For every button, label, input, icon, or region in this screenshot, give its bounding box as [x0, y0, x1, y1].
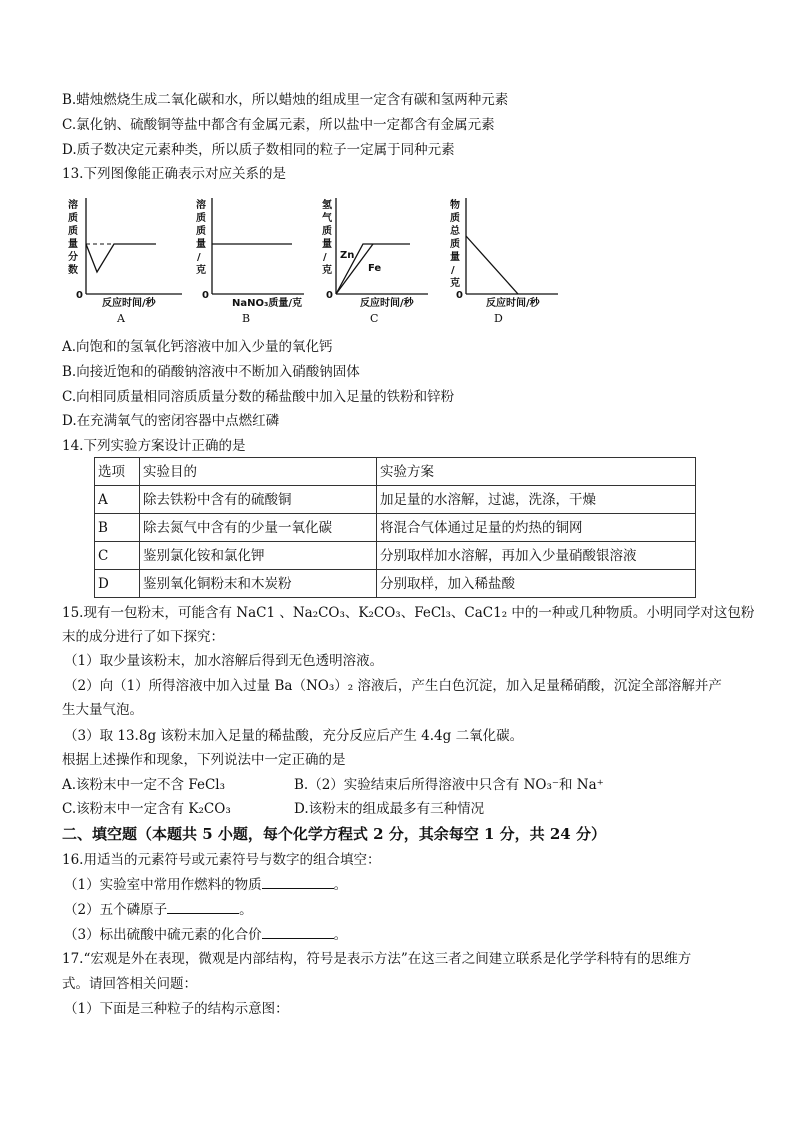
- q17-item1: （1）下面是三种粒子的结构示意图：: [64, 1001, 289, 1017]
- graph-d: [446, 196, 566, 330]
- q15-step2-line2: 生大量气泡。: [62, 702, 143, 718]
- svg-text:克: 克: [450, 278, 460, 289]
- svg-text:0: 0: [202, 290, 209, 301]
- q15-step2-line1: （2）向（1）所得溶液中加入过量 Ba（NO₃）₂ 溶液后，产生白色沉淀，加入足量稀硝酸，沉淀全部溶解并产: [64, 678, 722, 694]
- q12-option-c: C.氯化钠、硫酸铜等盐中都含有金属元素，所以盐中一定都含有金属元素: [62, 117, 495, 133]
- graph-d-ylabel: [450, 198, 461, 289]
- graph-c-xlabel: 反应时间/秒: [360, 298, 414, 309]
- table-cell: 鉴别氯化铵和氯化钾: [140, 542, 377, 570]
- table-cell: 除去铁粉中含有的硫酸铜: [140, 486, 377, 514]
- svg-text:质: 质: [196, 213, 206, 224]
- graph-b: [192, 196, 312, 330]
- graph-c-ylabel: [322, 198, 333, 276]
- table-cell: 分别取样，加入稀盐酸: [377, 570, 696, 598]
- q17-stem-line1: 17.“宏观是外在表现，微观是内部结构，符号是表示方法”在这三者之间建立联系是化学学科特有的思维方: [62, 951, 692, 967]
- graph-b-caption: B: [242, 312, 251, 325]
- svg-text:气: 气: [322, 213, 332, 224]
- q15-option-d: D.该粉末的组成最多有三种情况: [294, 801, 485, 817]
- answer-blank[interactable]: [262, 876, 334, 889]
- svg-text:0: 0: [326, 290, 333, 301]
- q16-stem: 16.用适当的元素符号或元素符号与数字的组合填空：: [62, 852, 381, 868]
- svg-text:质: 质: [322, 226, 332, 237]
- graph-b-xlabel: NaNO₃质量/克: [232, 298, 303, 309]
- svg-text:物: 物: [450, 200, 460, 211]
- graph-d-xlabel: 反应时间/秒: [486, 298, 540, 309]
- answer-blank[interactable]: [262, 926, 334, 939]
- table-row: [95, 486, 696, 514]
- q16-item3: （3）标出硫酸中硫元素的化合价 。: [64, 927, 348, 943]
- graph-a: [64, 196, 184, 330]
- svg-text:量: 量: [196, 239, 206, 250]
- q16-item2: （2）五个磷原子 。: [64, 902, 253, 918]
- graph-b-ylabel: [196, 198, 206, 276]
- table-cell: B: [95, 514, 140, 542]
- graph-a-caption: A: [117, 312, 125, 325]
- svg-text:克: 克: [322, 265, 332, 276]
- q13-option-d: D.在充满氧气的密闭容器中点燃红磷: [62, 413, 280, 429]
- svg-text:溶: 溶: [196, 200, 206, 211]
- svg-text:量: 量: [68, 239, 78, 250]
- table-cell: 加足量的水溶解，过滤，洗涤，干燥: [377, 486, 696, 514]
- q13-option-c: C.向相同质量相同溶质质量分数的稀盐酸中加入足量的铁粉和锌粉: [62, 389, 455, 405]
- svg-text:溶: 溶: [68, 200, 78, 211]
- q15-option-c: C.该粉末中一定含有 K₂CO₃: [62, 801, 231, 817]
- q14-stem: 14.下列实验方案设计正确的是: [62, 438, 246, 454]
- svg-text:质: 质: [450, 239, 460, 250]
- table-row: [95, 514, 696, 542]
- graph-a-xlabel: 反应时间/秒: [102, 298, 156, 309]
- table-header-cell: 实验目的: [140, 458, 377, 486]
- q13-option-a: A.向饱和的氢氧化钙溶液中加入少量的氧化钙: [62, 339, 333, 355]
- q14-table: [94, 457, 696, 598]
- svg-text:质: 质: [68, 213, 78, 224]
- table-row: [95, 542, 696, 570]
- q17-stem-line2: 式。请回答相关问题：: [62, 976, 197, 992]
- table-cell: C: [95, 542, 140, 570]
- svg-text:量: 量: [450, 252, 460, 263]
- graph-c-zn-label: Zn: [340, 250, 355, 261]
- q15-stem-line2: 末的成分进行了如下探究：: [62, 629, 224, 645]
- graph-c-caption: C: [370, 312, 379, 325]
- q15-stem-line1: 15.现有一包粉末，可能含有 NaC1 、Na₂CO₃、K₂CO₃、FeCl₃、CaC1₂ 中的一种或几种物质。小明同学对这包粉: [62, 605, 755, 621]
- q15-question: 根据上述操作和现象，下列说法中一定正确的是: [62, 752, 346, 768]
- table-row: [95, 570, 696, 598]
- svg-text:总: 总: [450, 226, 460, 237]
- table-header-cell: 实验方案: [377, 458, 696, 486]
- svg-text:0: 0: [456, 290, 463, 301]
- svg-text:/: /: [451, 265, 455, 276]
- svg-text:分: 分: [68, 252, 78, 263]
- graph-a-ylabel: [68, 198, 78, 276]
- q15-step3: （3）取 13.8g 该粉末加入足量的稀盐酸，充分反应后产生 4.4g 二氧化碳。: [64, 728, 524, 744]
- q13-stem: 13.下列图像能正确表示对应关系的是: [62, 166, 286, 182]
- table-cell: 鉴别氧化铜粉末和木炭粉: [140, 570, 377, 598]
- q13-option-b: B.向接近饱和的硝酸钠溶液中不断加入硝酸钠固体: [62, 364, 360, 380]
- svg-text:0: 0: [76, 290, 83, 301]
- section-title: 二、填空题（本题共 5 小题，每个化学方程式 2 分，其余每空 1 分，共 24 分）: [62, 825, 606, 843]
- svg-text:质: 质: [196, 226, 206, 237]
- svg-text:质: 质: [450, 213, 460, 224]
- svg-text:/: /: [197, 252, 201, 263]
- svg-text:氢: 氢: [322, 200, 332, 211]
- table-cell: 分别取样加水溶解，再加入少量硝酸银溶液: [377, 542, 696, 570]
- q16-item1: （1）实验室中常用作燃料的物质 。: [64, 877, 348, 893]
- q15-option-b: B.（2）实验结束后所得溶液中只含有 NO₃⁻和 Na⁺: [294, 777, 604, 793]
- table-cell: 将混合气体通过足量的灼热的铜网: [377, 514, 696, 542]
- svg-text:克: 克: [196, 265, 206, 276]
- svg-text:/: /: [323, 252, 327, 263]
- svg-text:量: 量: [322, 239, 332, 250]
- table-cell: 除去氮气中含有的少量一氧化碳: [140, 514, 377, 542]
- table-cell: D: [95, 570, 140, 598]
- svg-text:数: 数: [68, 265, 78, 276]
- q12-option-d: D.质子数决定元素种类，所以质子数相同的粒子一定属于同种元素: [62, 142, 455, 158]
- table-cell: A: [95, 486, 140, 514]
- answer-blank[interactable]: [167, 901, 239, 914]
- table-header-cell: 选项: [95, 458, 140, 486]
- svg-text:质: 质: [68, 226, 78, 237]
- table-header-row: [95, 458, 696, 486]
- graph-c-fe-label: Fe: [368, 263, 382, 274]
- graph-d-caption: D: [494, 312, 503, 325]
- q15-step1: （1）取少量该粉末，加水溶解后得到无色透明溶液。: [64, 653, 384, 669]
- q12-option-b: B.蜡烛燃烧生成二氧化碳和水，所以蜡烛的组成里一定含有碳和氢两种元素: [62, 92, 509, 108]
- graph-c: [318, 196, 438, 330]
- q15-option-a: A.该粉末中一定不含 FeCl₃: [62, 777, 226, 793]
